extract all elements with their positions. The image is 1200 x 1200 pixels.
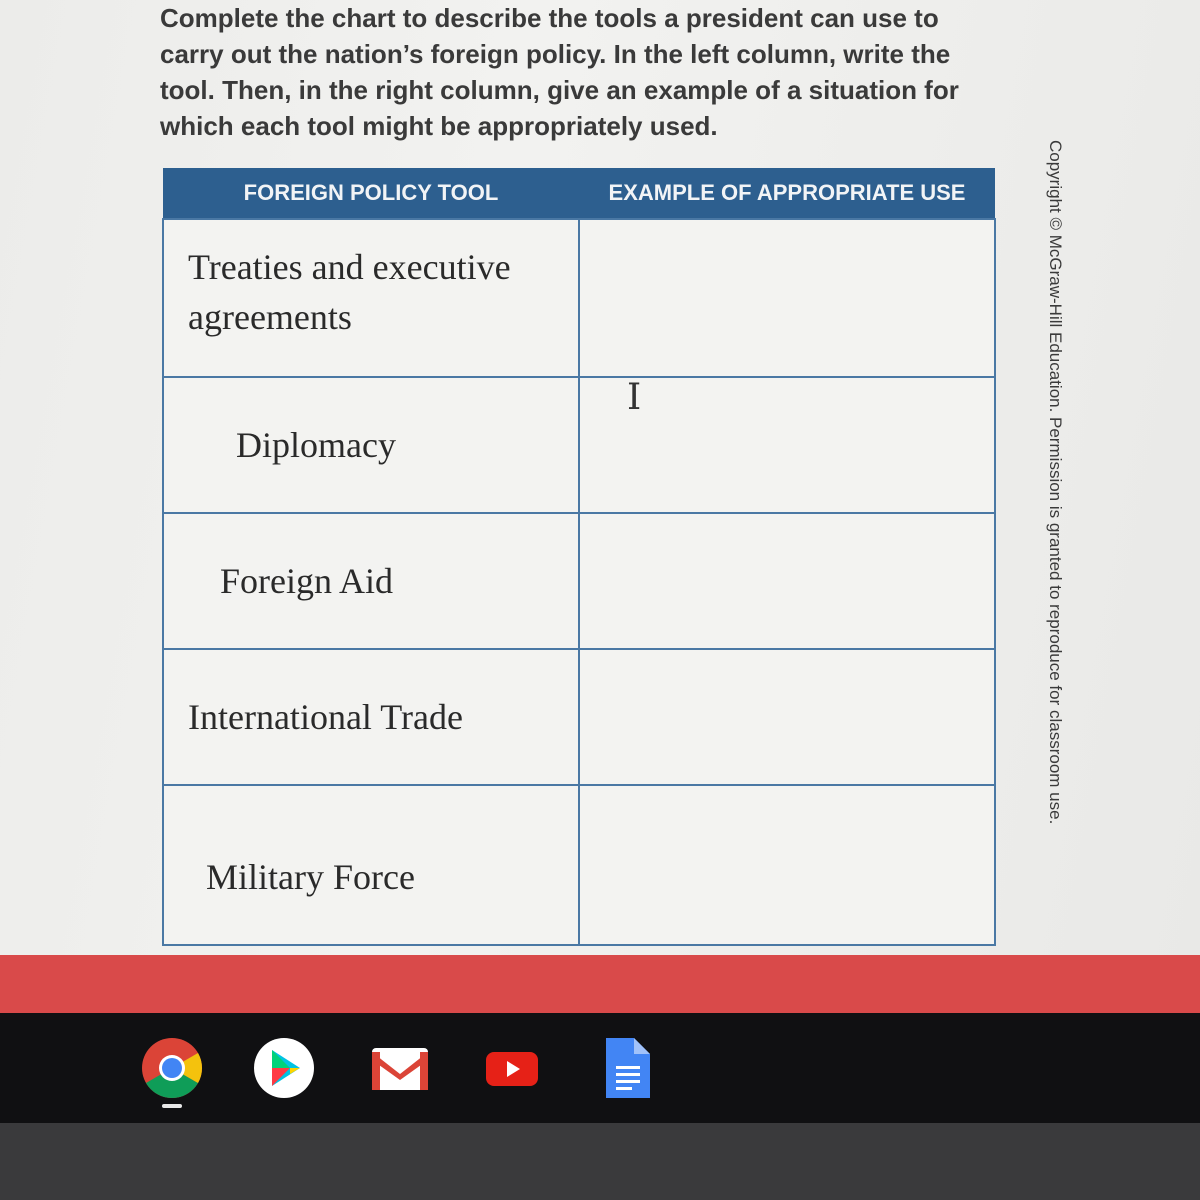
running-app-indicator [162, 1104, 182, 1108]
docs-icon[interactable] [592, 1036, 656, 1100]
column-header-tool: FOREIGN POLICY TOOL [163, 168, 579, 219]
copyright-text: Copyright © McGraw-Hill Education. Permission is granted to reproduce for classroom use. [1046, 140, 1065, 825]
page-footer-bar [0, 955, 1200, 1013]
text-cursor-icon: I [627, 377, 642, 418]
table-row [163, 785, 995, 945]
column-header-example: EXAMPLE OF APPROPRIATE USE [579, 168, 995, 219]
table-row [163, 219, 995, 377]
play-store-icon[interactable] [252, 1036, 316, 1100]
gmail-icon[interactable] [368, 1036, 432, 1100]
example-input-cell[interactable] [579, 649, 995, 785]
tool-cell: Treaties and executive agreements [163, 219, 579, 377]
example-input-cell[interactable] [579, 513, 995, 649]
table-row [163, 377, 995, 513]
table-header-row [163, 168, 995, 219]
instructions-text: Complete the chart to describe the tools a president can use to carry out the nation’s foreign policy. In the left column, write the tool. Then, in the right column, give an example of a situation for which each tool might be appropriately used. [160, 3, 959, 141]
table-row [163, 649, 995, 785]
table-row [163, 513, 995, 649]
example-input-cell[interactable] [579, 377, 995, 513]
foreign-policy-chart [162, 168, 996, 946]
example-input-cell[interactable] [579, 785, 995, 945]
tool-cell: International Trade [163, 649, 579, 785]
example-input-cell[interactable] [579, 219, 995, 377]
tool-cell: Diplomacy [163, 377, 579, 513]
tool-cell: Foreign Aid [163, 513, 579, 649]
screen-bezel [0, 1123, 1200, 1200]
youtube-icon[interactable] [480, 1036, 544, 1100]
tool-cell: Military Force [163, 785, 579, 945]
chrome-icon[interactable] [140, 1036, 204, 1100]
